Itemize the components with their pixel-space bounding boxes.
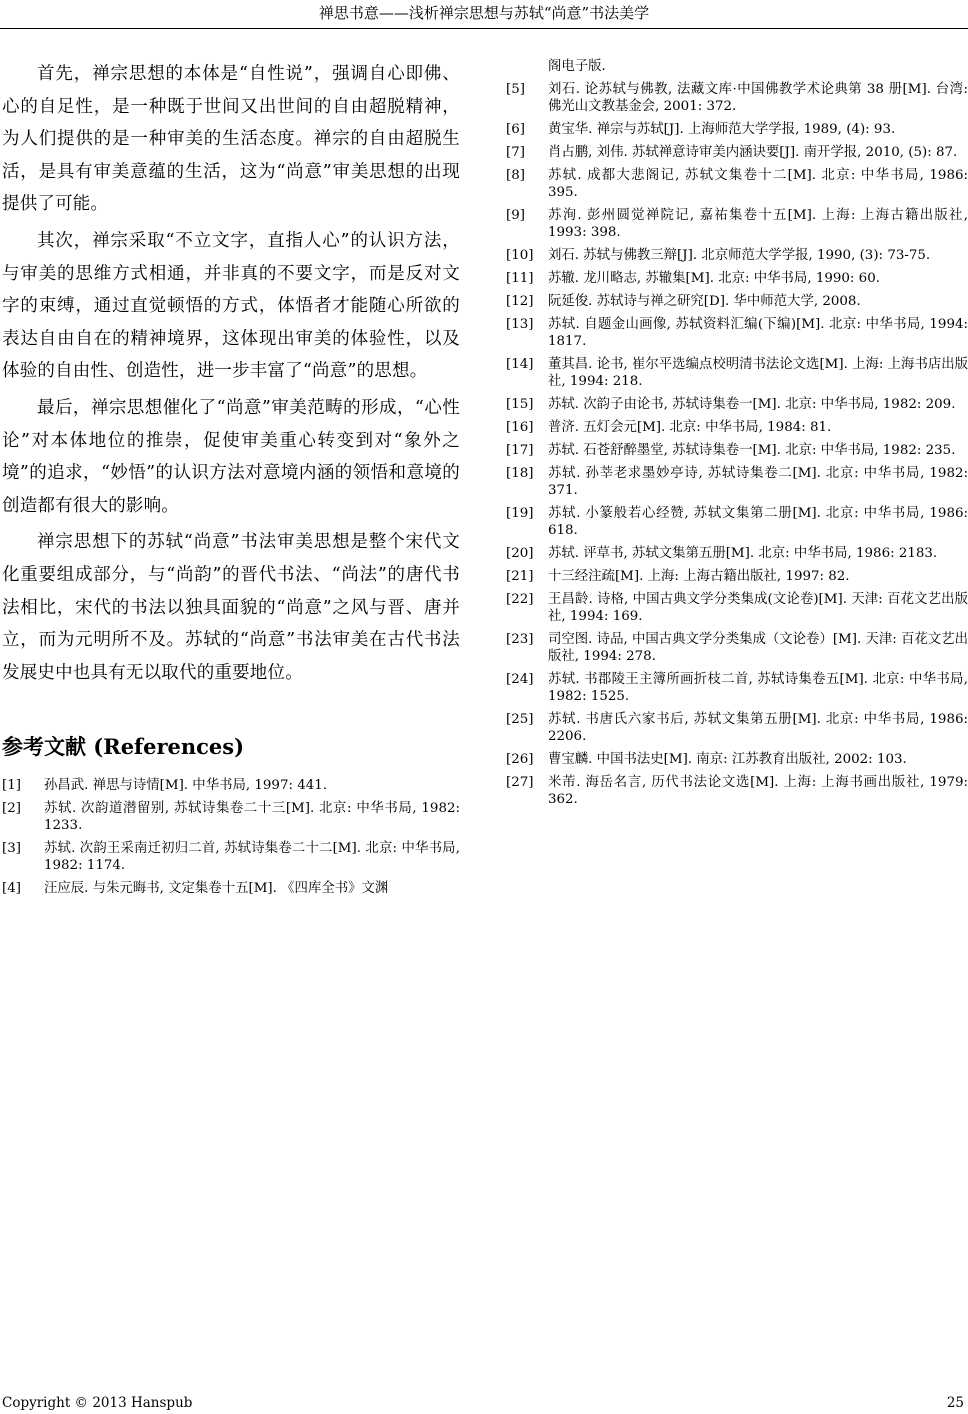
reference-continuation: 阁电子版. <box>548 59 606 74</box>
reference-number: [18] <box>506 466 534 481</box>
reference-list-right <box>506 81 968 808</box>
references-heading: 参考文献 (References) <box>2 734 245 760</box>
reference-number: [26] <box>506 752 534 767</box>
reference-number: [3] <box>2 841 21 857</box>
reference-text: 米芾. 海岳名言, 历代书法论文选[M]. 上海: 上海书画出版社, 1979: 362. <box>548 775 968 807</box>
reference-item <box>506 121 968 138</box>
right-column <box>506 58 968 814</box>
reference-text: 苏轼. 次韵道潜留别, 苏轼诗集卷二十三[M]. 北京: 中华书局, 1982: 1233. <box>44 801 460 834</box>
reference-item <box>506 167 968 201</box>
page-number: 25 <box>946 1395 964 1411</box>
copyright-notice: Copyright © 2013 Hanspub <box>2 1395 193 1411</box>
reference-item <box>506 751 968 768</box>
reference-number: [24] <box>506 672 534 687</box>
reference-number: [14] <box>506 357 534 372</box>
reference-item <box>506 247 968 264</box>
reference-item <box>506 465 968 499</box>
reference-item <box>506 207 968 241</box>
reference-item <box>2 840 460 874</box>
reference-text: 刘石. 苏轼与佛教三辩[J]. 北京师范大学学报, 1990, (3): 73-75. <box>548 248 931 263</box>
reference-text: 王昌龄. 诗格, 中国古典文学分类集成(文论卷)[M]. 天津: 百花文艺出版社, 1994: 169. <box>548 592 968 624</box>
reference-text: 曹宝麟. 中国书法史[M]. 南京: 江苏教育出版社, 2002: 103. <box>548 752 907 767</box>
reference-number: [6] <box>506 122 525 137</box>
reference-item <box>506 270 968 287</box>
reference-number: [23] <box>506 632 534 647</box>
reference-item <box>506 144 968 161</box>
reference-item <box>506 711 968 745</box>
reference-item <box>506 293 968 310</box>
body-paragraph: 禅宗思想下的苏轼“尚意”书法审美思想是整个宋代文化重要组成部分，与“尚韵”的晋代书法、“尚法”的唐代书法相比，宋代的书法以独具面貌的“尚意”之风与晋、唐并立，而为元明所不及。苏轼的“尚意”书法审美在古代书法发展史中也具有无以取代的重要地位。 <box>2 532 460 683</box>
reference-item <box>506 545 968 562</box>
reference-text: 苏轼. 次韵王采南迁初归二首, 苏轼诗集卷二十二[M]. 北京: 中华书局, 1982: 1174. <box>44 841 460 874</box>
reference-text: 孙昌武. 禅思与诗情[M]. 中华书局, 1997: 441. <box>44 778 328 794</box>
reference-number: [19] <box>506 506 534 521</box>
reference-text: 黄宝华. 禅宗与苏轼[J]. 上海师范大学学报, 1989, (4): 93. <box>548 122 896 137</box>
reference-item <box>506 442 968 459</box>
reference-item <box>2 880 460 897</box>
reference-number: [21] <box>506 569 534 584</box>
reference-item <box>506 671 968 705</box>
running-header: 禅思书意——浅析禅宗思想与苏轼“尚意”书法美学 <box>318 4 650 22</box>
reference-number: [20] <box>506 546 534 561</box>
reference-item <box>506 774 968 808</box>
reference-number: [7] <box>506 145 525 160</box>
body-paragraph: 其次，禅宗采取“不立文字，直指人心”的认识方法，与审美的思维方式相通，并非真的不要文字，而是反对文字的束缚，通过直觉顿悟的方式，体悟者才能随心所欲的表达自由自在的精神境界，这体现出审美的体验性，以及体验的自由性、创造性，进一步丰富了“尚意”的思想。 <box>2 230 460 382</box>
reference-item <box>506 505 968 539</box>
reference-number: [4] <box>2 881 21 897</box>
reference-number: [9] <box>506 208 525 223</box>
reference-item <box>506 356 968 390</box>
reference-text: 苏轼. 石苍舒醉墨堂, 苏轼诗集卷一[M]. 北京: 中华书局, 1982: 235. <box>548 443 956 458</box>
reference-number: [27] <box>506 775 534 790</box>
reference-number: [1] <box>2 778 21 794</box>
reference-text: 苏洵. 彭州圆觉禅院记, 嘉祐集卷十五[M]. 上海: 上海古籍出版社, 1993: 398. <box>548 208 968 240</box>
reference-text: 苏轼. 孙莘老求墨妙亭诗, 苏轼诗集卷二[M]. 北京: 中华书局, 1982: 371. <box>548 466 968 498</box>
reference-number: [11] <box>506 271 534 286</box>
reference-number: [17] <box>506 443 534 458</box>
reference-text: 苏轼. 评草书, 苏轼文集第五册[M]. 北京: 中华书局, 1986: 2183. <box>548 546 938 561</box>
reference-list-left <box>2 777 460 897</box>
reference-text: 十三经注疏[M]. 上海: 上海古籍出版社, 1997: 82. <box>548 569 850 584</box>
reference-number: [25] <box>506 712 534 727</box>
reference-item <box>506 316 968 350</box>
reference-number: [16] <box>506 420 534 435</box>
reference-text: 董其昌. 论书, 崔尔平选编点校明清书法论文选[M]. 上海: 上海书店出版社, 1994: 218. <box>548 357 968 389</box>
reference-number: [5] <box>506 82 525 97</box>
reference-text: 苏轼. 次韵子由论书, 苏轼诗集卷一[M]. 北京: 中华书局, 1982: 209. <box>548 397 956 412</box>
reference-item <box>506 631 968 665</box>
reference-text: 阮延俊. 苏轼诗与禅之研究[D]. 华中师范大学, 2008. <box>548 294 861 309</box>
reference-number: [8] <box>506 168 525 183</box>
reference-number: [22] <box>506 592 534 607</box>
reference-item <box>506 419 968 436</box>
reference-item <box>506 568 968 585</box>
reference-item <box>2 777 460 794</box>
left-column <box>2 58 460 903</box>
reference-text: 普济. 五灯会元[M]. 北京: 中华书局, 1984: 81. <box>548 420 832 435</box>
reference-text: 汪应辰. 与朱元晦书, 文定集卷十五[M]. 《四库全书》文渊 <box>44 881 389 897</box>
body-paragraph: 首先，禅宗思想的本体是“自性说”，强调自心即佛、心的自足性，是一种既于世间又出世间的自由超脱精神，为人们提供的是一种审美的生活态度。禅宗的自由超脱生活，是具有审美意蕴的生活，这为“尚意”审美思想的出现提供了可能。 <box>2 64 460 215</box>
reference-item <box>506 396 968 413</box>
body-paragraph: 最后，禅宗思想催化了“尚意”审美范畴的形成，“心性论”对本体地位的推崇，促使审美重心转变到对“象外之境”的追求，“妙悟”的认识方法对意境内涵的领悟和意境的创造都有很大的影响。 <box>2 397 460 516</box>
reference-number: [12] <box>506 294 534 309</box>
reference-number: [15] <box>506 397 534 412</box>
reference-text: 苏轼. 小篆般若心经赞, 苏轼文集第二册[M]. 北京: 中华书局, 1986: 618. <box>548 506 968 538</box>
reference-number: [2] <box>2 801 21 817</box>
reference-item <box>2 800 460 834</box>
reference-number: [13] <box>506 317 534 332</box>
reference-text: 苏轼. 书郡陵王主簿所画折枝二首, 苏轼诗集卷五[M]. 北京: 中华书局, 1982: 1525. <box>548 672 968 704</box>
reference-text: 刘石. 论苏轼与佛教, 法藏文库·中国佛教学术论典第 38 册[M]. 台湾: 佛光山文教基金会, 2001: 372. <box>548 82 968 114</box>
reference-text: 肖占鹏, 刘伟. 苏轼禅意诗审美内涵诀要[J]. 南开学报, 2010, (5): 87. <box>548 145 958 160</box>
reference-text: 司空图. 诗品, 中国古典文学分类集成（文论卷）[M]. 天津: 百花文艺出版社, 1994: 278. <box>548 632 968 664</box>
reference-number: [10] <box>506 248 534 263</box>
reference-item <box>506 81 968 115</box>
header-divider <box>0 28 968 29</box>
reference-text: 苏轼. 书唐氏六家书后, 苏轼文集第五册[M]. 北京: 中华书局, 1986: 2206. <box>548 712 968 744</box>
reference-text: 苏轼. 成都大悲阁记, 苏轼文集卷十二[M]. 北京: 中华书局, 1986: 395. <box>548 168 968 200</box>
reference-text: 苏辙. 龙川略志, 苏辙集[M]. 北京: 中华书局, 1990: 60. <box>548 271 880 286</box>
reference-item <box>506 591 968 625</box>
reference-text: 苏轼. 自题金山画像, 苏轼资料汇编(下编)[M]. 北京: 中华书局, 1994: 1817. <box>548 317 968 349</box>
